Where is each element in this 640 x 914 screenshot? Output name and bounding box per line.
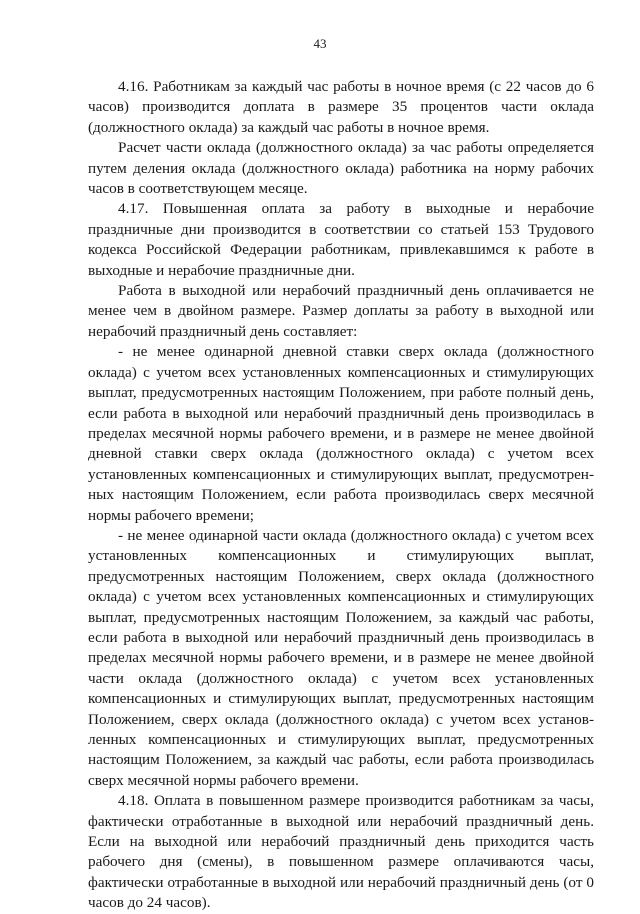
- list-item-daily-rate: - не менее одинарной дневной ставки сверх оклада (должностного оклада) с учетом всех установленных компенсационных и стимулирующих выплат, предусмотренных настоящим Положением, при работе полный день, если работа в выходной или нерабочий праздничный день производилась в пределах месячной нормы рабочего времени, и в размере не менее двойной дневной ставки сверх оклада (должностного оклада) с учетом всех установленных компенсационных и стимулирующих выплат, предусмотренных настоящим Положением, если работа производилась сверх месячной нормы рабочего времени;: [88, 343, 594, 524]
- page-number: 43: [313, 36, 327, 51]
- paragraph-4-16: 4.16. Работникам за каждый час работы в ночное время (с 22 часов до 6 часов) производится доплата в размере 35 процентов части оклада (должностного оклада) за каждый час работы в ночное время.: [88, 78, 594, 136]
- list-item-hourly-rate: - не менее одинарной части оклада (должностного оклада) с учетом всех установленных компенсационных и стимулирующих выплат, предусмотренных настоящим Положением, сверх оклада (должностного оклада) с учетом всех установленных компенсационных и стимулирующих выплат, предусмотренных настоящим Положением, за каждый час работы, если работа в выходной или нерабочий праздничный день производилась в пределах месячной нормы рабочего времени, и в размере не менее двойной части оклада (должностного оклада) с учетом всех установленных компенсационных и стимулирующих выплат, предусмотренных настоящим Положением, сверх оклада (должностного оклада) с учетом всех установленных компенсационных и стимулирующих выплат, предусмотренных настоящим Положением, за каждый час работы, если работа производилась сверх месячной нормы рабочего времени.: [88, 526, 594, 789]
- paragraph-hourly-rate-calculation: Расчет части оклада (должностного оклада) за час работы определяется путем деления оклада (должностного оклада) работника на норму рабочих часов в соответствующем месяце.: [88, 139, 594, 198]
- paragraph-4-18: 4.18. Оплата в повышенном размере производится работникам за часы, фактически отработанные в выходной или нерабочий праздничный день. Если на выходной или нерабочий праздничный день приходится часть рабочего дня (смены), в повышенном размере оплачиваются часы, фактически отработанные в выходной или нерабочий праздничный день (от 0 часов до 24 часов).: [88, 792, 594, 912]
- paragraph-double-pay: Работа в выходной или нерабочий праздничный день оплачивается не менее чем в двойном размере. Размер доплаты за работу в выходной или нерабочий праздничный день составляет:: [88, 282, 594, 340]
- document-body: [88, 77, 594, 914]
- paragraph-4-17: 4.17. Повышенная оплата за работу в выходные и нерабочие праздничные дни производится в соответствии со статьей 153 Трудового кодекса Российской Федерации работникам, привлекавшимся к работе в выходные и нерабочие праздничные дни.: [88, 200, 594, 279]
